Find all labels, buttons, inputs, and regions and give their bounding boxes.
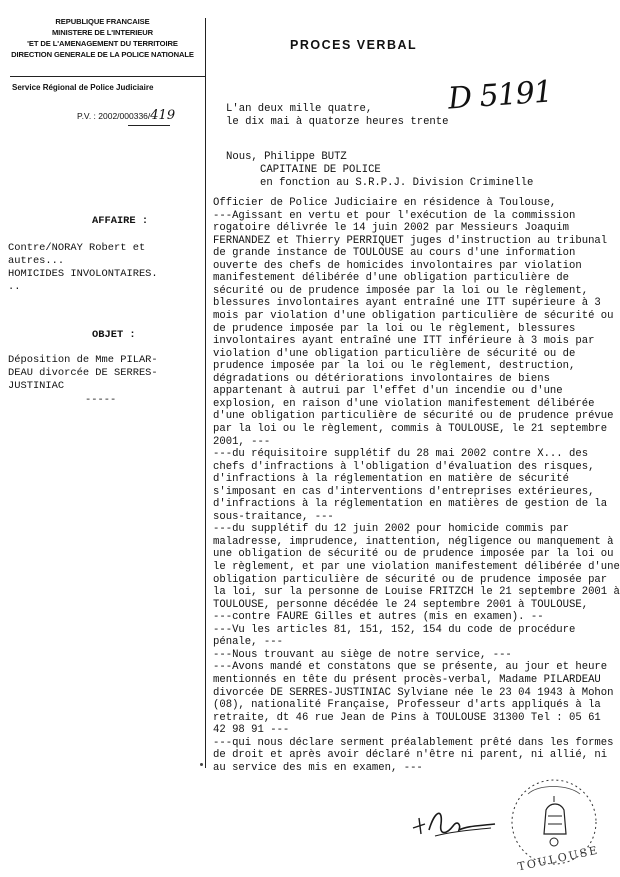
- body-line: TOULOUSE, personne décédée le 24 septembre 2001 à TOULOUSE,: [213, 598, 589, 611]
- header-line-direction: DIRECTION GENERALE DE LA POLICE NATIONALE: [11, 50, 194, 59]
- objet-line-2: DEAU divorcée DE SERRES-: [8, 367, 158, 379]
- pv-number-label: P.V. : 2002/000336/: [77, 111, 151, 121]
- body-line: ---qui nous déclare serment préalablement prêté dans les formes: [213, 736, 614, 749]
- body-line: ouverte des chefs de homicides involontaires par violation: [213, 259, 582, 272]
- body-line: sécurité ou de prudence imposée par la loi ou le règlement,: [213, 284, 589, 297]
- officer-assignment: en fonction au S.R.P.J. Division Criminelle: [260, 177, 534, 189]
- pv-underline: [128, 125, 170, 126]
- body-line: d'infractions à la réglementation en matière de sécurité: [213, 473, 570, 486]
- body-line: par la loi ou le règlement, commis à TOULOUSE, le 21 septembre: [213, 422, 608, 435]
- margin-mark: [200, 763, 203, 766]
- body-line: 2001, ---: [213, 435, 271, 448]
- affaire-line-1: Contre/NORAY Robert et: [8, 242, 146, 254]
- objet-line-3: JUSTINIAC: [8, 380, 65, 392]
- objet-separator: -----: [85, 394, 117, 406]
- column-divider: [205, 18, 206, 768]
- body-line: d'une obligation particulière de sécurité ou de prudence prévue: [213, 410, 614, 423]
- body-line: blessures involontaires ayant entraîné une ITT supérieure à 3: [213, 297, 601, 310]
- body-line: explosion, en raison d'une violation manifestement délibérée: [213, 397, 595, 410]
- body-line: ---Agissant en vertu et pour l'exécution de la commission: [213, 209, 576, 222]
- body-line: au service des mis en examen, ---: [213, 761, 423, 774]
- body-line: de prudence imposée par la loi ou le règlement, blessures: [213, 322, 576, 335]
- body-line: obligation particulière de sécurité ou de prudence imposée par: [213, 573, 608, 586]
- handwritten-reference: D 5191: [446, 74, 554, 117]
- body-line: de droit et après avoir déclaré n'être ni parent, ni allié, ni: [213, 749, 608, 762]
- body-line: prudence imposée par la loi ou le règlement, destruction,: [213, 360, 576, 373]
- body-line: violation d'une obligation particulière de sécurité ou de: [213, 347, 576, 360]
- page-title: PROCES VERBAL: [290, 38, 418, 52]
- pv-number: [77, 106, 175, 124]
- body-line: chefs d'infractions à l'obligation d'évaluation des risques,: [213, 460, 595, 473]
- affaire-heading: AFFAIRE :: [92, 215, 149, 227]
- body-line: pénale, ---: [213, 636, 283, 649]
- affaire-line-3: HOMICIDES INVOLONTAIRES.: [8, 268, 158, 280]
- pv-number-handwritten: 419: [150, 108, 176, 123]
- body-line: mois par violation d'une obligation particulière de sécurité ou: [213, 309, 614, 322]
- body-line: s'imposant en cas d'interventions d'entreprises extérieures,: [213, 485, 595, 498]
- body-line: ---du réquisitoire supplétif du 28 mai 2002 contre X... des: [213, 448, 589, 460]
- header-line-amenagement: 'ET DE L'AMENAGEMENT DU TERRITOIRE: [27, 39, 178, 48]
- header-line-ministere: MINISTERE DE L'INTERIEUR: [51, 28, 154, 37]
- stamp-text: TOULOUSE: [516, 843, 601, 874]
- objet-line-1: Déposition de Mme PILAR-: [8, 354, 158, 366]
- officer-name: Nous, Philippe BUTZ: [226, 151, 347, 163]
- body-line: divorcée DE SERRES-JUSTINIAC Sylviane née le 23 04 1943 à Mohon: [213, 686, 614, 699]
- body-line: 42 98 91 ---: [213, 724, 290, 737]
- body-line: manifestement délibérée d'une obligation particulière de: [213, 272, 570, 285]
- header-line-republique: REPUBLIQUE FRANCAISE: [55, 17, 150, 26]
- objet-heading: OBJET :: [92, 329, 136, 341]
- body-line: ---Nous trouvant au siège de notre service, ---: [213, 648, 512, 661]
- body-line: retraite, dt 46 rue Jean de Pins à TOULOUSE 31300 Tel : 05 61: [213, 711, 601, 724]
- body-line: appartenant à autrui par l'effet d'un incendie ou d'une: [213, 385, 563, 398]
- date-line-2: le dix mai à quatorze heures trente: [226, 116, 449, 128]
- signature: [395, 790, 505, 850]
- body-line: FERNANDEZ et Thierry PERRIQUET juges d'instruction au tribunal: [213, 234, 608, 247]
- officer-rank: CAPITAINE DE POLICE: [260, 164, 381, 176]
- body-line: ---Vu les articles 81, 151, 152, 154 du code de procédure: [213, 623, 576, 636]
- date-line-1: L'an deux mille quatre,: [226, 103, 373, 115]
- body-line: maladresse, imprudence, inattention, négligence ou manquement à: [213, 535, 614, 548]
- affaire-line-2: autres...: [8, 255, 65, 267]
- body-line: une obligation de sécurité ou de prudence imposée par la loi ou: [213, 548, 614, 561]
- body-line: sous-traitance, ---: [213, 510, 334, 523]
- body-line: involontaires ayant entraîné une ITT inférieure à 3 mois par: [213, 335, 595, 348]
- header-divider: [10, 76, 206, 77]
- body-line: rogatoire délivrée le 14 juin 2002 par Messieurs Joaquim: [213, 222, 570, 235]
- body-line: (08), nationalité Française, Professeur d'arts appliqués à la: [213, 699, 601, 711]
- body-line: Officier de Police Judiciaire en résidence à Toulouse,: [213, 197, 557, 209]
- body-line: d'infractions à la réglementation en matières de gestion de la: [213, 498, 608, 511]
- body-line: dégradations ou détériorations involontaires de biens: [213, 372, 550, 385]
- body-line: la loi, sur la personne de Louise FRITZCH le 21 septembre 2001 à: [213, 586, 620, 598]
- body-line: le règlement, et par une violation manifestement délibérée d'une: [213, 561, 620, 573]
- body-line: de grande instance de TOULOUSE au cours d'une information: [213, 247, 576, 260]
- body-line: ---Avons mandé et constatons que se présente, au jour et heure: [213, 661, 608, 674]
- body-line: mentionnés en tête du présent procès-verbal, Madame PILARDEAU: [213, 673, 601, 686]
- body-line: ---du supplétif du 12 juin 2002 pour homicide commis par: [213, 523, 570, 536]
- service-label: Service Régional de Police Judiciaire: [12, 83, 154, 92]
- body-line: ---contre FAURE Gilles et autres (mis en examen). --: [213, 611, 544, 624]
- affaire-line-4: ..: [8, 281, 21, 293]
